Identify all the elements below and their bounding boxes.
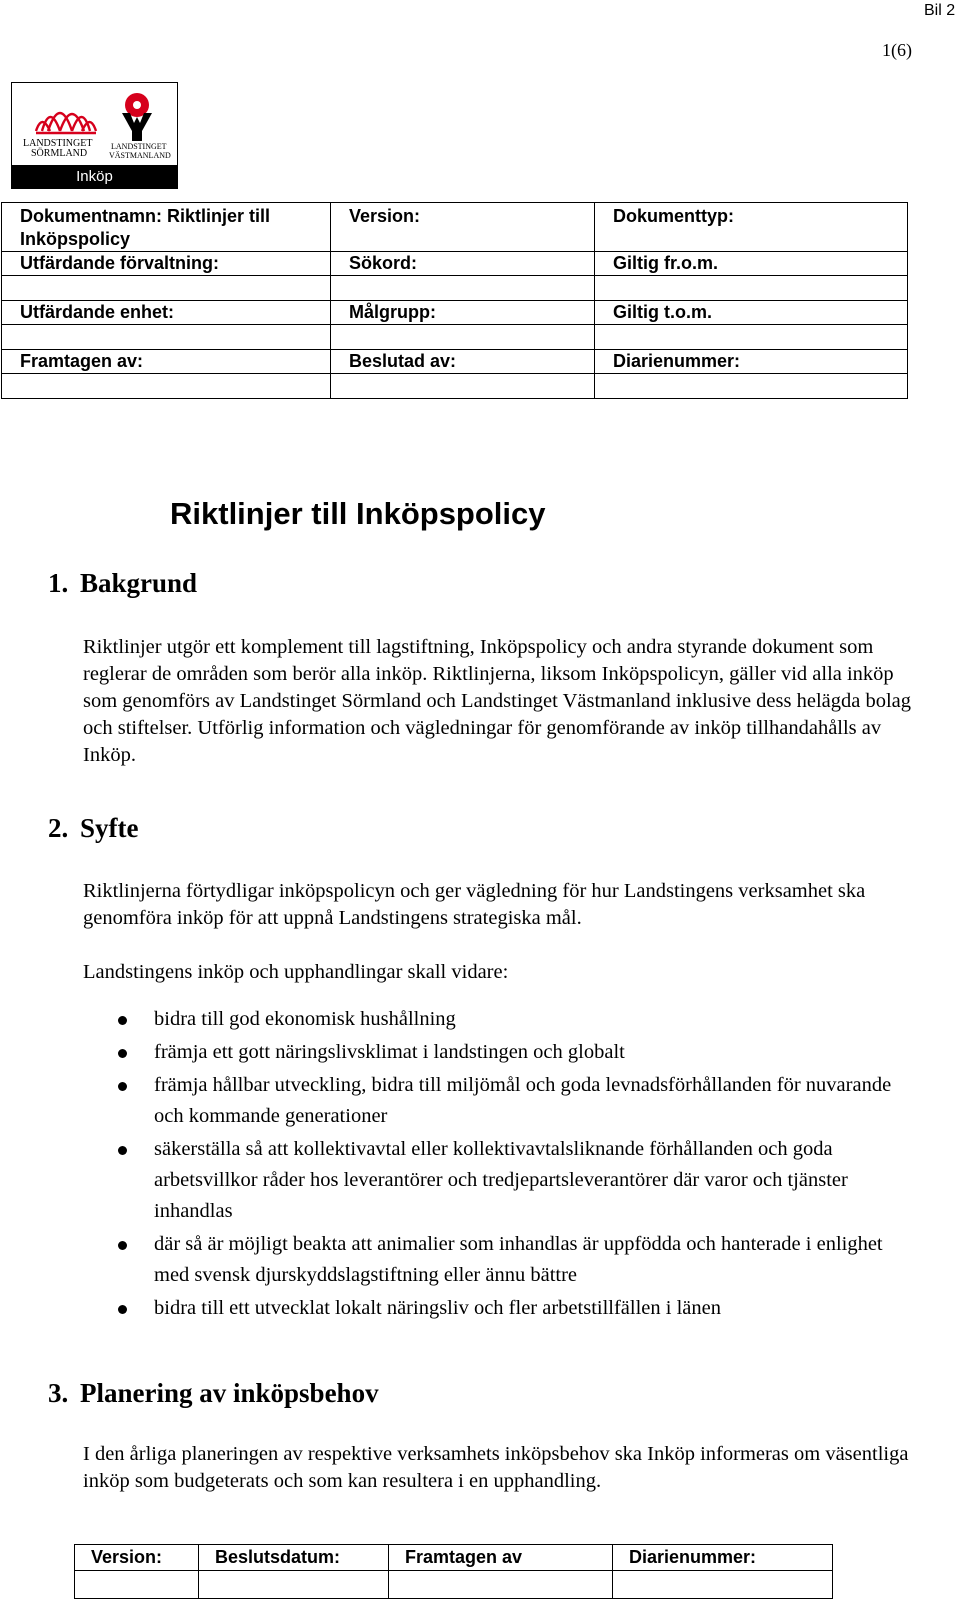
table-row bbox=[2, 203, 908, 252]
footer-table bbox=[74, 1544, 833, 1599]
logo-text-sormland-2: SÖRMLAND bbox=[31, 148, 88, 159]
table-row bbox=[2, 325, 908, 350]
meta-cell: Version: bbox=[331, 203, 595, 252]
table-row bbox=[2, 350, 908, 374]
meta-cell: Utfärdande enhet: bbox=[2, 301, 331, 325]
section-title: Syfte bbox=[80, 813, 139, 843]
meta-cell: Sökord: bbox=[331, 252, 595, 276]
section-heading-syfte bbox=[48, 813, 138, 844]
table-row bbox=[2, 276, 908, 301]
logo-text-vastmanland-2: VÄSTMANLAND bbox=[109, 151, 171, 160]
bullet-icon bbox=[118, 1049, 127, 1058]
meta-cell: Dokumenttyp: bbox=[595, 203, 908, 252]
footer-cell: Diarienummer: bbox=[613, 1545, 833, 1571]
list-item: främja ett gott näringslivsklimat i landstingen och globalt bbox=[116, 1037, 916, 1068]
meta-cell: Diarienummer: bbox=[595, 350, 908, 374]
footer-cell: Beslutsdatum: bbox=[199, 1545, 389, 1571]
table-row bbox=[75, 1571, 833, 1599]
bullet-icon bbox=[118, 1305, 127, 1314]
goals-list bbox=[116, 1004, 916, 1326]
paragraph: Riktlinjer utgör ett komplement till lagstiftning, Inköpspolicy och andra styrande dokument som reglerar de områden som berör alla inköp. Riktlinjerna, liksom Inköpspolicyn, gäller vid alla inköp som genomförs av Landstinget Sörmland och Landstinget Västmanland inklusive dess helägda bolag och stiftelser. Utförlig information och vägledningar för genomförande av inköp tillhandahålls av Inköp. bbox=[83, 636, 912, 766]
table-row bbox=[2, 301, 908, 325]
paragraph: Riktlinjerna förtydligar inköpspolicyn och ger vägledning för hur Landstingens verksamhet ska genomföra inköp för att uppnå Landstingens strategiska mål. bbox=[83, 880, 866, 929]
meta-cell: Utfärdande förvaltning: bbox=[2, 252, 331, 276]
list-item: där så är möjligt beakta att animalier som inhandlas är uppfödda och hanterade i enlighet med svensk djurskyddslagstiftning eller ännu bättre bbox=[116, 1229, 916, 1291]
list-item: säkerställa så att kollektivavtal eller kollektivavtalsliknande förhållanden och goda arbetsvillkor råder hos leverantörer och tredjepartsleverantörer där varor och tjänster inhandlas bbox=[116, 1134, 916, 1227]
meta-cell: Giltig fr.o.m. bbox=[595, 252, 908, 276]
bullet-icon bbox=[118, 1241, 127, 1250]
section-title: Bakgrund bbox=[80, 568, 198, 598]
section-heading-planering bbox=[48, 1378, 379, 1409]
logo-unit-label: Inköp bbox=[11, 165, 178, 189]
section-number: 2. bbox=[48, 813, 69, 843]
table-row bbox=[2, 374, 908, 399]
footer-cell: Version: bbox=[75, 1545, 199, 1571]
meta-cell: Målgrupp: bbox=[331, 301, 595, 325]
list-item: bidra till ett utvecklat lokalt näringsliv och fler arbetstillfällen i länen bbox=[116, 1293, 916, 1324]
logo-text-sormland-1: LANDSTINGET bbox=[23, 138, 93, 149]
table-row bbox=[75, 1545, 833, 1571]
bullet-icon bbox=[118, 1016, 127, 1025]
meta-cell: Giltig t.o.m. bbox=[595, 301, 908, 325]
meta-cell: Beslutad av: bbox=[331, 350, 595, 374]
paragraph: I den årliga planeringen av respektive verksamhets inköpsbehov ska Inköp informeras om väsentliga inköp som budgeterats och som kan resultera i en upphandling. bbox=[83, 1443, 909, 1492]
section-title: Planering av inköpsbehov bbox=[80, 1378, 379, 1408]
meta-cell: Framtagen av: bbox=[2, 350, 331, 374]
list-item: främja hållbar utveckling, bidra till miljömål och goda levnadsförhållanden för nuvarande och kommande generationer bbox=[116, 1070, 916, 1132]
logo-emblems bbox=[12, 83, 177, 165]
document-metadata-table bbox=[1, 202, 908, 399]
sormland-emblem bbox=[36, 113, 96, 133]
section-number: 3. bbox=[48, 1378, 69, 1408]
bullet-icon bbox=[118, 1082, 127, 1091]
list-item: bidra till god ekonomisk hushållning bbox=[116, 1004, 916, 1035]
section-heading-bakgrund bbox=[48, 568, 197, 599]
appendix-label: Bil 2 bbox=[924, 2, 956, 19]
table-row bbox=[2, 252, 908, 276]
paragraph: Landstingens inköp och upphandlingar skall vidare: bbox=[83, 961, 509, 983]
section-number: 1. bbox=[48, 568, 69, 598]
meta-cell: Dokumentnamn: Riktlinjer till Inköpspolicy bbox=[2, 203, 331, 252]
document-title: Riktlinjer till Inköpspolicy bbox=[170, 496, 546, 531]
footer-cell: Framtagen av bbox=[389, 1545, 613, 1571]
bullet-icon bbox=[118, 1146, 127, 1155]
vastmanland-emblem bbox=[122, 93, 152, 141]
logo-text-vastmanland-1: LANDSTINGET bbox=[111, 142, 167, 151]
page-number: 1(6) bbox=[882, 40, 912, 60]
